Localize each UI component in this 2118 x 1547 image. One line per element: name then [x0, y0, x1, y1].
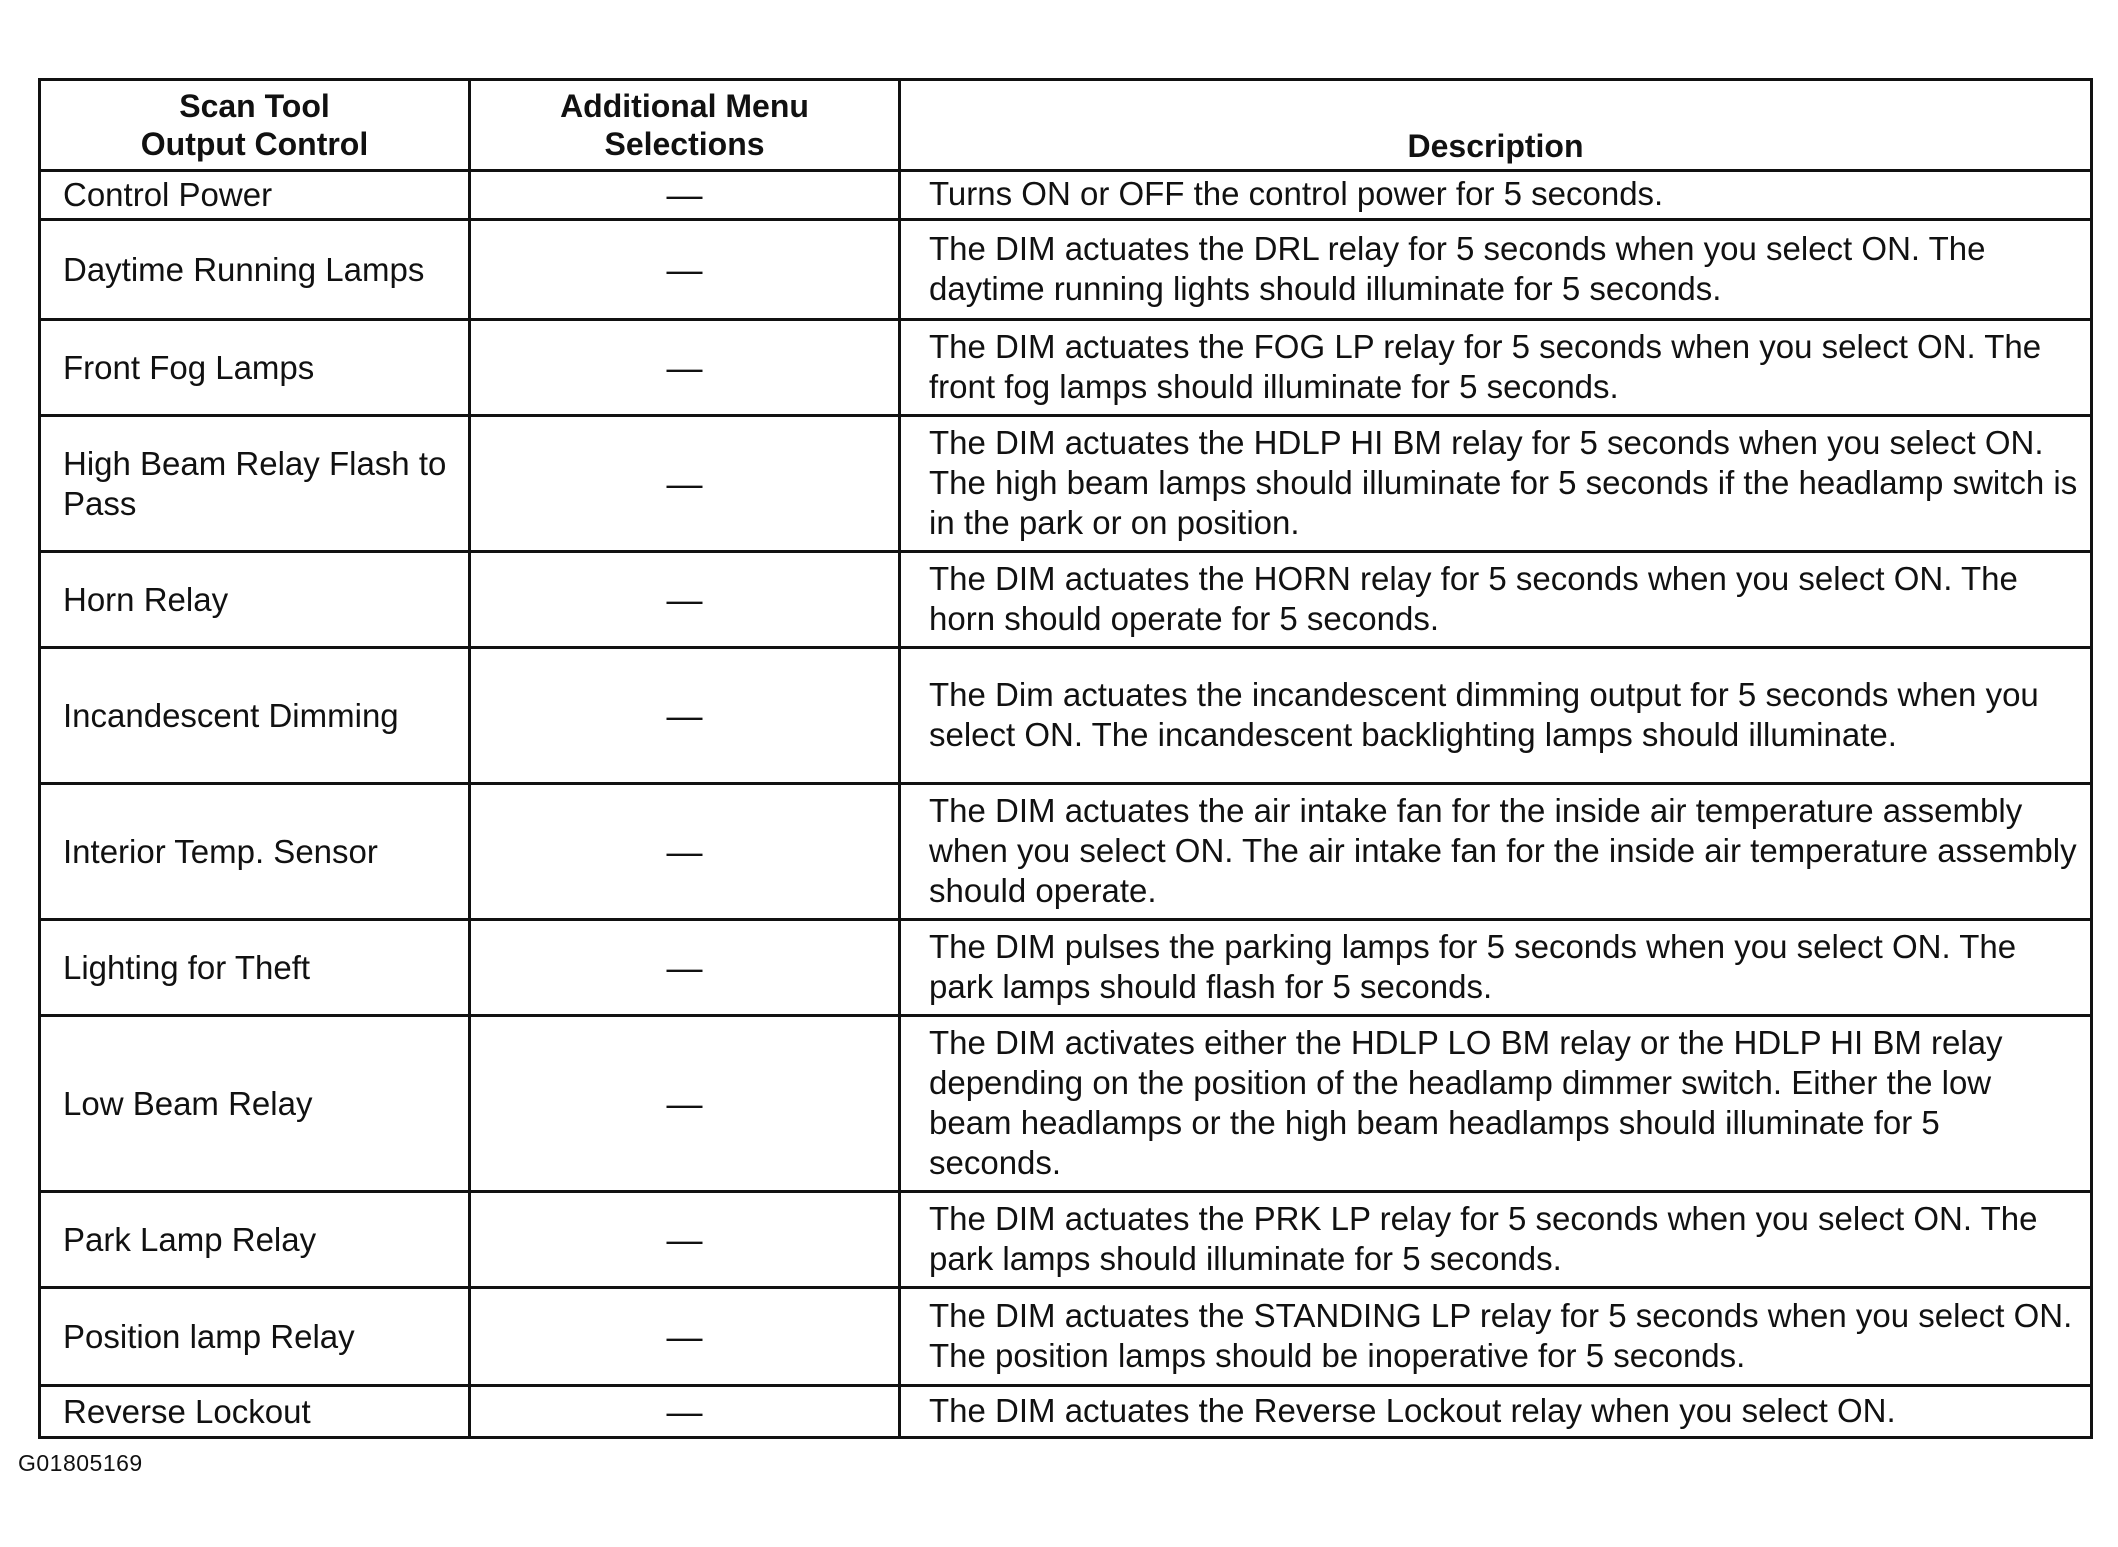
table-row [40, 220, 2092, 320]
row-menu: — [470, 320, 900, 416]
row-menu: — [470, 552, 900, 648]
table-row [40, 416, 2092, 552]
row-name: Horn Relay [40, 552, 470, 648]
row-menu: — [470, 920, 900, 1016]
row-description: The DIM actuates the FOG LP relay for 5 seconds when you select ON. The front fog lamps should illuminate for 5 seconds. [900, 320, 2092, 416]
table-row [40, 1386, 2092, 1438]
header-output-control [40, 80, 470, 171]
row-name: Park Lamp Relay [40, 1192, 470, 1288]
table-row [40, 552, 2092, 648]
row-description: The DIM actuates the air intake fan for the inside air temperature assembly when you select ON. The air intake fan for the inside air temperature assembly should operate. [900, 784, 2092, 920]
table-row [40, 171, 2092, 220]
row-description: The Dim actuates the incandescent dimming output for 5 seconds when you select ON. The incandescent backlighting lamps should illuminate. [900, 648, 2092, 784]
table-row [40, 920, 2092, 1016]
row-description: The DIM actuates the Reverse Lockout relay when you select ON. [900, 1386, 2092, 1438]
row-description: The DIM actuates the STANDING LP relay for 5 seconds when you select ON. The position lamps should be inoperative for 5 seconds. [900, 1288, 2092, 1386]
row-description: The DIM activates either the HDLP LO BM relay or the HDLP HI BM relay depending on the position of the headlamp dimmer switch. Either the low beam headlamps or the high beam headlamps should illuminate for 5 seconds. [900, 1016, 2092, 1192]
row-menu: — [470, 220, 900, 320]
row-name: Daytime Running Lamps [40, 220, 470, 320]
table-row [40, 648, 2092, 784]
row-menu: — [470, 1192, 900, 1288]
table-row [40, 1288, 2092, 1386]
scan-tool-output-control-table [38, 78, 2093, 1439]
row-menu: — [470, 1288, 900, 1386]
header-menu-selections [470, 80, 900, 171]
table-row [40, 1016, 2092, 1192]
row-menu: — [470, 1386, 900, 1438]
row-description: The DIM pulses the parking lamps for 5 seconds when you select ON. The park lamps should flash for 5 seconds. [900, 920, 2092, 1016]
table-row [40, 1192, 2092, 1288]
row-name: Low Beam Relay [40, 1016, 470, 1192]
row-name: Front Fog Lamps [40, 320, 470, 416]
row-description: The DIM actuates the DRL relay for 5 seconds when you select ON. The daytime running lights should illuminate for 5 seconds. [900, 220, 2092, 320]
row-menu: — [470, 784, 900, 920]
row-name: Incandescent Dimming [40, 648, 470, 784]
header-description [900, 80, 2092, 171]
row-menu: — [470, 416, 900, 552]
table-header-row [40, 80, 2092, 171]
figure-id: G01805169 [18, 1450, 143, 1476]
row-name: Control Power [40, 171, 470, 220]
header-menu-selections-label: Additional Menu Selections [560, 88, 809, 162]
row-menu: — [470, 171, 900, 220]
row-menu: — [470, 648, 900, 784]
scan-tool-output-control-table-wrap [38, 78, 2090, 1439]
row-name: Lighting for Theft [40, 920, 470, 1016]
row-description: Turns ON or OFF the control power for 5 seconds. [900, 171, 2092, 220]
table-row [40, 784, 2092, 920]
header-output-control-label: Scan Tool Output Control [140, 88, 369, 162]
row-menu: — [470, 1016, 900, 1192]
row-name: High Beam Relay Flash to Pass [40, 416, 470, 552]
row-description: The DIM actuates the HDLP HI BM relay for 5 seconds when you select ON. The high beam lamps should illuminate for 5 seconds if the headlamp switch is in the park or on position. [900, 416, 2092, 552]
row-name: Position lamp Relay [40, 1288, 470, 1386]
row-name: Reverse Lockout [40, 1386, 470, 1438]
row-description: The DIM actuates the HORN relay for 5 seconds when you select ON. The horn should operate for 5 seconds. [900, 552, 2092, 648]
table-row [40, 320, 2092, 416]
header-description-label: Description [1407, 128, 1584, 164]
row-name: Interior Temp. Sensor [40, 784, 470, 920]
row-description: The DIM actuates the PRK LP relay for 5 seconds when you select ON. The park lamps should illuminate for 5 seconds. [900, 1192, 2092, 1288]
